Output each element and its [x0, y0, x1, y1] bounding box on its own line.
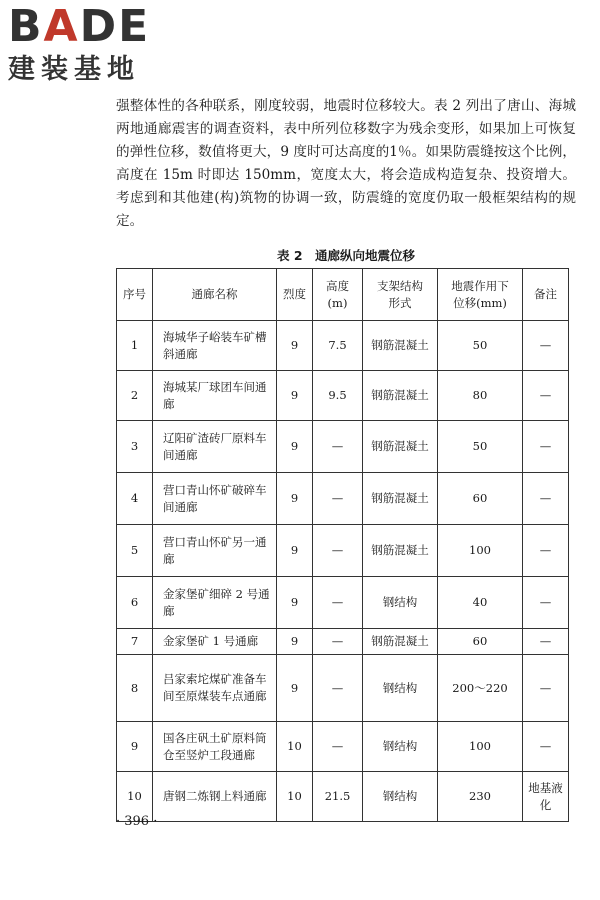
- header-remark: 备注: [523, 269, 569, 321]
- cell-displacement: 60: [438, 473, 523, 525]
- cell-structure: 钢结构: [363, 655, 438, 722]
- cell-intensity: 9: [277, 577, 313, 629]
- cell-no: 1: [117, 321, 153, 371]
- cell-structure: 钢筋混凝土: [363, 321, 438, 371]
- cell-height: —: [313, 577, 363, 629]
- cell-name: 辽阳矿渣砖厂原料车间通廊: [153, 421, 277, 473]
- cell-remark: —: [523, 525, 569, 577]
- table-row: [117, 772, 569, 822]
- cell-displacement: 40: [438, 577, 523, 629]
- cell-structure: 钢筋混凝土: [363, 473, 438, 525]
- table-row: [117, 321, 569, 371]
- logo-wordmark: BADE: [8, 1, 151, 52]
- cell-height: —: [313, 421, 363, 473]
- cell-height: 7.5: [313, 321, 363, 371]
- table-header-row: [117, 269, 569, 321]
- cell-height: 9.5: [313, 371, 363, 421]
- header-height: 高度 (m): [313, 269, 363, 321]
- table-row: [117, 371, 569, 421]
- table-row: [117, 421, 569, 473]
- page-number: · 396 ·: [116, 814, 158, 829]
- logo-subtitle: 建装基地: [8, 54, 140, 85]
- cell-no: 6: [117, 577, 153, 629]
- cell-height: —: [313, 473, 363, 525]
- cell-displacement: 100: [438, 525, 523, 577]
- cell-structure: 钢筋混凝土: [363, 371, 438, 421]
- cell-remark: —: [523, 473, 569, 525]
- cell-intensity: 10: [277, 722, 313, 772]
- cell-displacement: 50: [438, 421, 523, 473]
- table-caption: 表 2 通廊纵向地震位移: [276, 248, 416, 263]
- cell-intensity: 9: [277, 525, 313, 577]
- cell-no: 10: [117, 772, 153, 822]
- cell-structure: 钢筋混凝土: [363, 629, 438, 655]
- table-row: [117, 577, 569, 629]
- cell-no: 9: [117, 722, 153, 772]
- cell-name: 唐钢二炼钢上料通廊: [153, 772, 277, 822]
- cell-intensity: 9: [277, 321, 313, 371]
- cell-height: —: [313, 655, 363, 722]
- cell-structure: 钢结构: [363, 577, 438, 629]
- cell-height: —: [313, 629, 363, 655]
- cell-structure: 钢筋混凝土: [363, 525, 438, 577]
- cell-intensity: 9: [277, 421, 313, 473]
- header-intensity: 烈度: [277, 269, 313, 321]
- displacement-table: [116, 268, 569, 822]
- table-row: [117, 525, 569, 577]
- cell-name: 营口青山怀矿破碎车间通廊: [153, 473, 277, 525]
- cell-name: 国各庄矾土矿原料筒仓至竖炉工段通廊: [153, 722, 277, 772]
- cell-height: 21.5: [313, 772, 363, 822]
- table-row: [117, 473, 569, 525]
- cell-name: 金家堡矿细碎 2 号通廊: [153, 577, 277, 629]
- cell-no: 3: [117, 421, 153, 473]
- cell-no: 2: [117, 371, 153, 421]
- cell-displacement: 80: [438, 371, 523, 421]
- cell-displacement: 50: [438, 321, 523, 371]
- cell-name: 海城某厂球团车间通廊: [153, 371, 277, 421]
- header-structure: 支架结构 形式: [363, 269, 438, 321]
- cell-intensity: 10: [277, 772, 313, 822]
- header-name: 通廊名称: [153, 269, 277, 321]
- cell-displacement: 60: [438, 629, 523, 655]
- cell-displacement: 230: [438, 772, 523, 822]
- cell-intensity: 9: [277, 629, 313, 655]
- table-row: [117, 722, 569, 772]
- cell-remark: —: [523, 577, 569, 629]
- cell-intensity: 9: [277, 655, 313, 722]
- cell-name: 吕家索坨煤矿准备车间至原煤装车点通廊: [153, 655, 277, 722]
- cell-no: 4: [117, 473, 153, 525]
- cell-displacement: 200～220: [438, 655, 523, 722]
- cell-remark: —: [523, 655, 569, 722]
- cell-name: 海城华子峪装车矿槽斜通廊: [153, 321, 277, 371]
- table-row: [117, 655, 569, 722]
- cell-no: 5: [117, 525, 153, 577]
- cell-structure: 钢结构: [363, 722, 438, 772]
- table-row: [117, 629, 569, 655]
- cell-remark: —: [523, 629, 569, 655]
- cell-structure: 钢结构: [363, 772, 438, 822]
- cell-height: —: [313, 722, 363, 772]
- header-displacement: 地震作用下 位移(mm): [438, 269, 523, 321]
- cell-remark: 地基液化: [523, 772, 569, 822]
- body-paragraph: 强整体性的各种联系，刚度较弱，地震时位移较大。表 2 列出了唐山、海城两地通廊震害的调查资料，表中所列位移数字为残余变形，如果加上可恢复的弹性位移，数值将更大，9 度时可达高度的1％。如果防震缝按这个比例，高度在 15m 时即达 150mm，宽度太大，将会造成构造复杂、投资增大。考虑到和其他建(构)筑物的协调一致，防震缝的宽度仍取一般框架结构的规定。: [116, 98, 576, 229]
- cell-structure: 钢筋混凝土: [363, 421, 438, 473]
- cell-remark: —: [523, 421, 569, 473]
- cell-intensity: 9: [277, 473, 313, 525]
- cell-displacement: 100: [438, 722, 523, 772]
- cell-remark: —: [523, 321, 569, 371]
- cell-remark: —: [523, 371, 569, 421]
- cell-intensity: 9: [277, 371, 313, 421]
- brand-logo: [8, 1, 178, 86]
- cell-remark: —: [523, 722, 569, 772]
- header-no: 序号: [117, 269, 153, 321]
- cell-name: 金家堡矿 1 号通廊: [153, 629, 277, 655]
- cell-no: 7: [117, 629, 153, 655]
- cell-name: 营口青山怀矿另一通廊: [153, 525, 277, 577]
- cell-height: —: [313, 525, 363, 577]
- cell-no: 8: [117, 655, 153, 722]
